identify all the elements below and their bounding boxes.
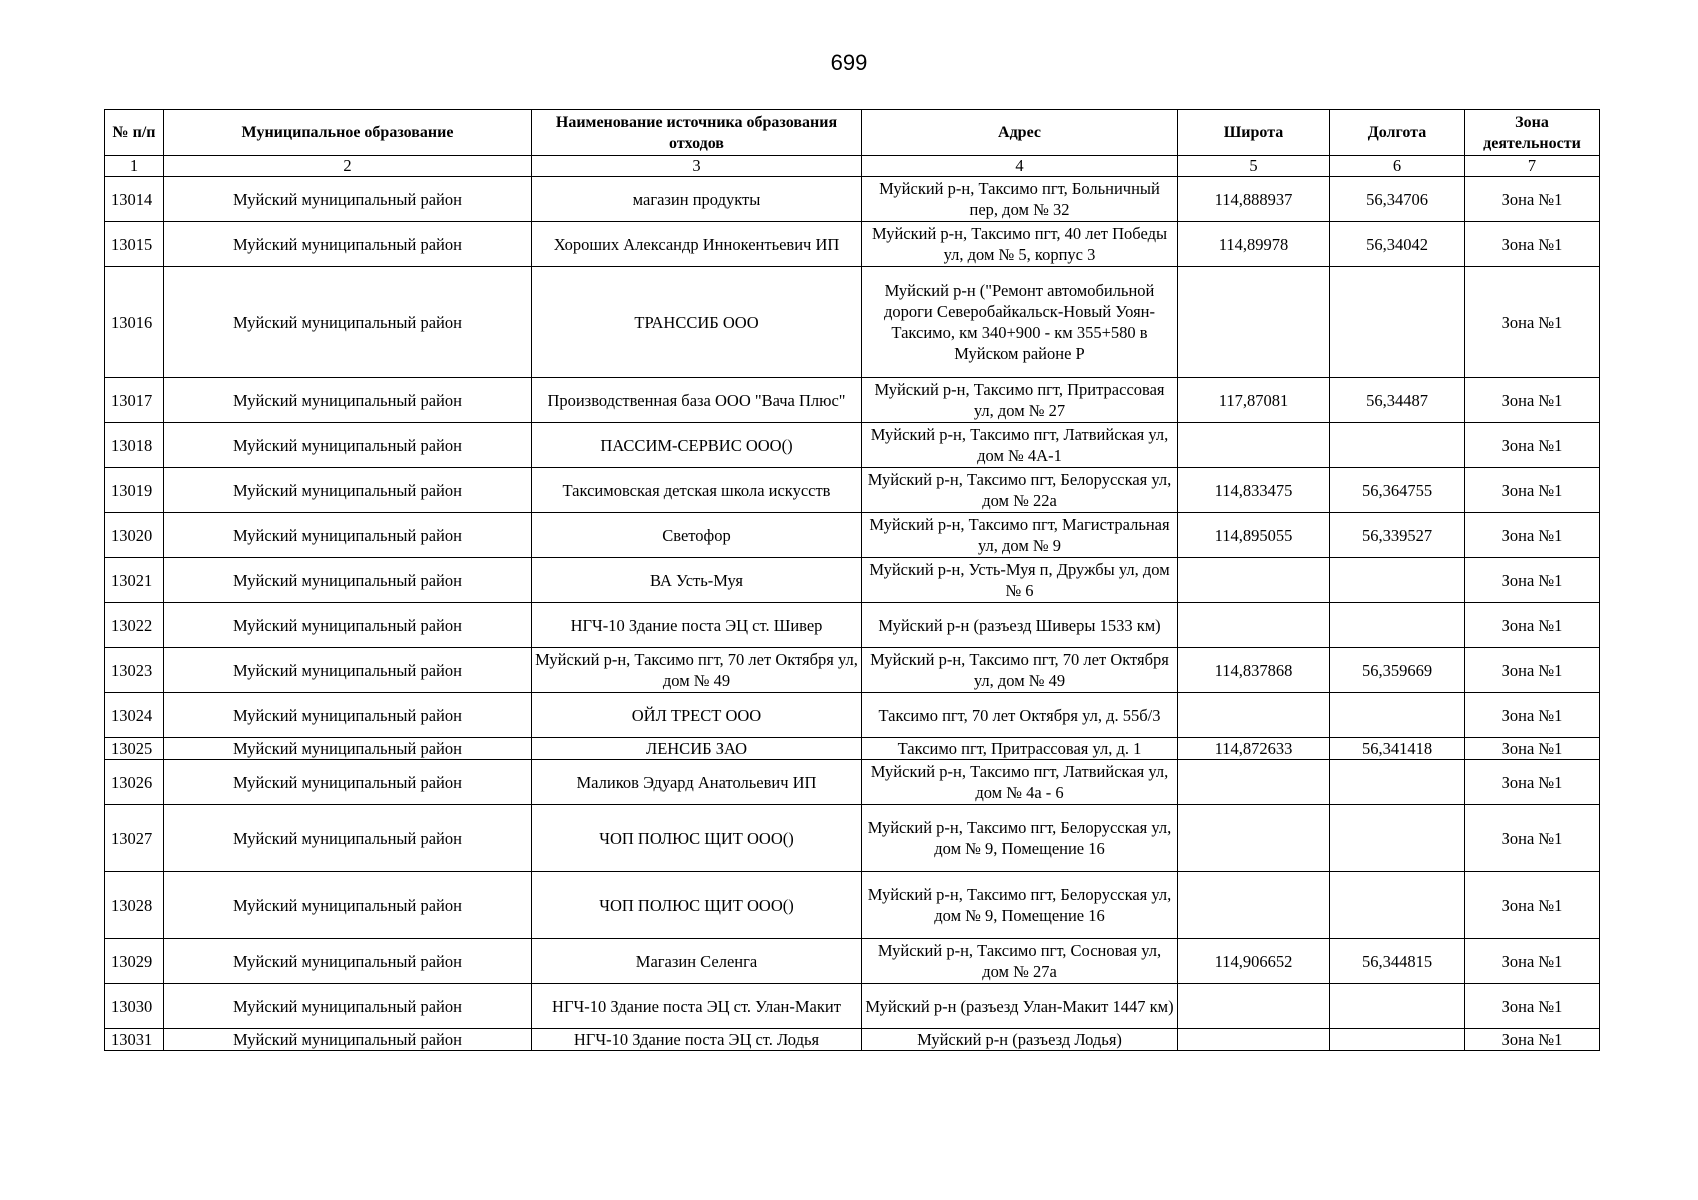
header-longitude: Долгота <box>1330 110 1465 156</box>
row-number: 13028 <box>105 872 164 939</box>
longitude-cell <box>1330 423 1465 468</box>
source-cell: ВА Усть-Муя <box>532 558 862 603</box>
latitude-cell <box>1178 267 1330 378</box>
table-row <box>105 872 1600 939</box>
zone-cell: Зона №1 <box>1465 513 1600 558</box>
row-number: 13026 <box>105 760 164 805</box>
longitude-cell <box>1330 267 1465 378</box>
page-number: 699 <box>830 50 868 75</box>
address-cell: Таксимо пгт, 70 лет Октября ул, д. 55б/3 <box>862 693 1178 738</box>
source-cell: ПАССИМ-СЕРВИС ООО() <box>532 423 862 468</box>
row-number: 13027 <box>105 805 164 872</box>
latitude-cell: 114,872633 <box>1178 738 1330 760</box>
header-row-number: № п/п <box>105 110 164 156</box>
row-number: 13022 <box>105 603 164 648</box>
address-cell: Муйский р-н, Таксимо пгт, 40 лет Победы ул, дом № 5, корпус 3 <box>862 222 1178 267</box>
latitude-cell: 114,833475 <box>1178 468 1330 513</box>
municipality-cell: Муйский муниципальный район <box>164 468 532 513</box>
municipality-cell: Муйский муниципальный район <box>164 378 532 423</box>
zone-cell: Зона №1 <box>1465 872 1600 939</box>
row-number: 13014 <box>105 177 164 222</box>
zone-cell: Зона №1 <box>1465 984 1600 1029</box>
longitude-cell: 56,34042 <box>1330 222 1465 267</box>
longitude-cell: 56,34706 <box>1330 177 1465 222</box>
address-cell: Муйский р-н, Усть-Муя п, Дружбы ул, дом № 6 <box>862 558 1178 603</box>
municipality-cell: Муйский муниципальный район <box>164 984 532 1029</box>
zone-cell: Зона №1 <box>1465 693 1600 738</box>
row-number: 13031 <box>105 1029 164 1051</box>
latitude-cell: 114,837868 <box>1178 648 1330 693</box>
zone-cell: Зона №1 <box>1465 939 1600 984</box>
column-number: 3 <box>532 156 862 177</box>
address-cell: Муйский р-н ("Ремонт автомобильной дороги Северобайкальск-Новый Уоян-Таксимо, км 340+900 - км 355+580 в Муйском районе Р <box>862 267 1178 378</box>
longitude-cell <box>1330 805 1465 872</box>
source-cell: НГЧ-10 Здание поста ЭЦ ст. Шивер <box>532 603 862 648</box>
address-cell: Муйский р-н, Таксимо пгт, Белорусская ул, дом № 9, Помещение 16 <box>862 872 1178 939</box>
municipality-cell: Муйский муниципальный район <box>164 513 532 558</box>
table-row <box>105 603 1600 648</box>
longitude-cell: 56,34487 <box>1330 378 1465 423</box>
source-cell: ЧОП ПОЛЮС ЩИТ ООО() <box>532 872 862 939</box>
address-cell: Муйский р-н, Таксимо пгт, Магистральная ул, дом № 9 <box>862 513 1178 558</box>
municipality-cell: Муйский муниципальный район <box>164 177 532 222</box>
row-number: 13025 <box>105 738 164 760</box>
zone-cell: Зона №1 <box>1465 558 1600 603</box>
municipality-cell: Муйский муниципальный район <box>164 222 532 267</box>
address-cell: Муйский р-н (разъезд Улан-Макит 1447 км) <box>862 984 1178 1029</box>
municipality-cell: Муйский муниципальный район <box>164 603 532 648</box>
longitude-cell: 56,344815 <box>1330 939 1465 984</box>
waste-sources-table <box>104 109 1600 1051</box>
table-row <box>105 267 1600 378</box>
latitude-cell <box>1178 872 1330 939</box>
municipality-cell: Муйский муниципальный район <box>164 872 532 939</box>
address-cell: Муйский р-н, Таксимо пгт, Белорусская ул, дом № 9, Помещение 16 <box>862 805 1178 872</box>
municipality-cell: Муйский муниципальный район <box>164 760 532 805</box>
zone-cell: Зона №1 <box>1465 648 1600 693</box>
zone-cell: Зона №1 <box>1465 378 1600 423</box>
source-cell: Производственная база ООО "Вача Плюс" <box>532 378 862 423</box>
table-body <box>105 177 1600 1051</box>
header-municipality: Муниципальное образование <box>164 110 532 156</box>
row-number: 13019 <box>105 468 164 513</box>
address-cell: Муйский р-н, Таксимо пгт, Притрассовая ул, дом № 27 <box>862 378 1178 423</box>
address-cell: Муйский р-н, Таксимо пгт, Больничный пер, дом № 32 <box>862 177 1178 222</box>
table-row <box>105 648 1600 693</box>
source-cell: Светофор <box>532 513 862 558</box>
table-row <box>105 177 1600 222</box>
table-row <box>105 738 1600 760</box>
header-source-name: Наименование источника образования отходов <box>532 110 862 156</box>
zone-cell: Зона №1 <box>1465 423 1600 468</box>
longitude-cell: 56,339527 <box>1330 513 1465 558</box>
column-number-row <box>105 156 1600 177</box>
longitude-cell <box>1330 984 1465 1029</box>
longitude-cell: 56,341418 <box>1330 738 1465 760</box>
table-row <box>105 468 1600 513</box>
table-row <box>105 693 1600 738</box>
source-cell: НГЧ-10 Здание поста ЭЦ ст. Лодья <box>532 1029 862 1051</box>
address-cell: Муйский р-н, Таксимо пгт, 70 лет Октября ул, дом № 49 <box>862 648 1178 693</box>
table-row <box>105 805 1600 872</box>
zone-cell: Зона №1 <box>1465 760 1600 805</box>
zone-cell: Зона №1 <box>1465 603 1600 648</box>
source-cell: Муйский р-н, Таксимо пгт, 70 лет Октября ул, дом № 49 <box>532 648 862 693</box>
municipality-cell: Муйский муниципальный район <box>164 939 532 984</box>
column-number: 2 <box>164 156 532 177</box>
latitude-cell: 114,89978 <box>1178 222 1330 267</box>
municipality-cell: Муйский муниципальный район <box>164 805 532 872</box>
source-cell: ЧОП ПОЛЮС ЩИТ ООО() <box>532 805 862 872</box>
address-cell: Муйский р-н, Таксимо пгт, Сосновая ул, дом № 27а <box>862 939 1178 984</box>
zone-cell: Зона №1 <box>1465 468 1600 513</box>
table-row <box>105 222 1600 267</box>
source-cell: ЛЕНСИБ ЗАО <box>532 738 862 760</box>
longitude-cell: 56,364755 <box>1330 468 1465 513</box>
row-number: 13030 <box>105 984 164 1029</box>
longitude-cell <box>1330 558 1465 603</box>
column-number: 7 <box>1465 156 1600 177</box>
longitude-cell <box>1330 872 1465 939</box>
address-cell: Таксимо пгт, Притрассовая ул, д. 1 <box>862 738 1178 760</box>
longitude-cell <box>1330 1029 1465 1051</box>
municipality-cell: Муйский муниципальный район <box>164 693 532 738</box>
column-number: 5 <box>1178 156 1330 177</box>
column-number: 4 <box>862 156 1178 177</box>
latitude-cell: 114,888937 <box>1178 177 1330 222</box>
latitude-cell: 114,906652 <box>1178 939 1330 984</box>
source-cell: ОЙЛ ТРЕСТ ООО <box>532 693 862 738</box>
source-cell: ТРАНССИБ ООО <box>532 267 862 378</box>
address-cell: Муйский р-н, Таксимо пгт, Латвийская ул, дом № 4а - 6 <box>862 760 1178 805</box>
source-cell: Таксимовская детская школа искусств <box>532 468 862 513</box>
address-cell: Муйский р-н, Таксимо пгт, Белорусская ул, дом № 22а <box>862 468 1178 513</box>
latitude-cell <box>1178 603 1330 648</box>
latitude-cell <box>1178 1029 1330 1051</box>
municipality-cell: Муйский муниципальный район <box>164 1029 532 1051</box>
table-row <box>105 939 1600 984</box>
latitude-cell: 114,895055 <box>1178 513 1330 558</box>
source-cell: магазин продукты <box>532 177 862 222</box>
municipality-cell: Муйский муниципальный район <box>164 738 532 760</box>
table-row <box>105 1029 1600 1051</box>
row-number: 13029 <box>105 939 164 984</box>
address-cell: Муйский р-н (разъезд Шиверы 1533 км) <box>862 603 1178 648</box>
latitude-cell <box>1178 693 1330 738</box>
latitude-cell <box>1178 423 1330 468</box>
municipality-cell: Муйский муниципальный район <box>164 558 532 603</box>
zone-cell: Зона №1 <box>1465 805 1600 872</box>
zone-cell: Зона №1 <box>1465 267 1600 378</box>
source-cell: НГЧ-10 Здание поста ЭЦ ст. Улан-Макит <box>532 984 862 1029</box>
row-number: 13020 <box>105 513 164 558</box>
latitude-cell <box>1178 984 1330 1029</box>
longitude-cell <box>1330 760 1465 805</box>
longitude-cell <box>1330 603 1465 648</box>
zone-cell: Зона №1 <box>1465 1029 1600 1051</box>
municipality-cell: Муйский муниципальный район <box>164 423 532 468</box>
row-number: 13021 <box>105 558 164 603</box>
row-number: 13017 <box>105 378 164 423</box>
source-cell: Маликов Эдуард Анатольевич ИП <box>532 760 862 805</box>
latitude-cell: 117,87081 <box>1178 378 1330 423</box>
row-number: 13015 <box>105 222 164 267</box>
source-cell: Магазин Селенга <box>532 939 862 984</box>
latitude-cell <box>1178 805 1330 872</box>
municipality-cell: Муйский муниципальный район <box>164 648 532 693</box>
row-number: 13018 <box>105 423 164 468</box>
header-address: Адрес <box>862 110 1178 156</box>
table-row <box>105 984 1600 1029</box>
zone-cell: Зона №1 <box>1465 738 1600 760</box>
table-row <box>105 513 1600 558</box>
table-row <box>105 760 1600 805</box>
zone-cell: Зона №1 <box>1465 222 1600 267</box>
longitude-cell <box>1330 693 1465 738</box>
source-cell: Хороших Александр Иннокентьевич ИП <box>532 222 862 267</box>
address-cell: Муйский р-н (разъезд Лодья) <box>862 1029 1178 1051</box>
table-row <box>105 423 1600 468</box>
municipality-cell: Муйский муниципальный район <box>164 267 532 378</box>
row-number: 13016 <box>105 267 164 378</box>
latitude-cell <box>1178 558 1330 603</box>
column-number: 1 <box>105 156 164 177</box>
column-number: 6 <box>1330 156 1465 177</box>
row-number: 13024 <box>105 693 164 738</box>
header-zone: Зона деятельности <box>1465 110 1600 156</box>
zone-cell: Зона №1 <box>1465 177 1600 222</box>
header-latitude: Широта <box>1178 110 1330 156</box>
table-row <box>105 378 1600 423</box>
table-row <box>105 558 1600 603</box>
longitude-cell: 56,359669 <box>1330 648 1465 693</box>
table-header-row <box>105 110 1600 156</box>
latitude-cell <box>1178 760 1330 805</box>
row-number: 13023 <box>105 648 164 693</box>
address-cell: Муйский р-н, Таксимо пгт, Латвийская ул, дом № 4А-1 <box>862 423 1178 468</box>
